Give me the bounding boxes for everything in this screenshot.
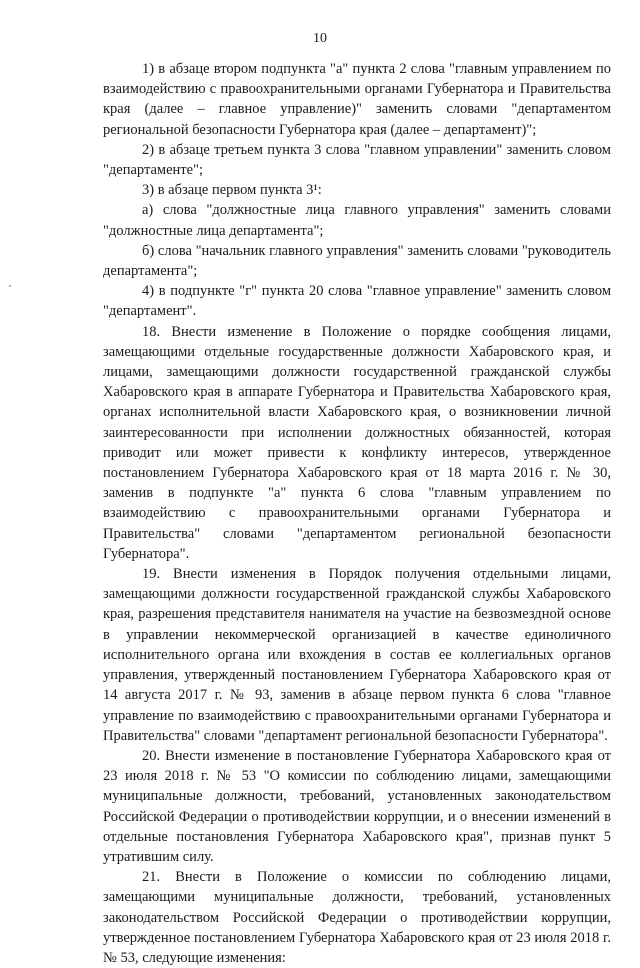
paragraph-item-3a: а) слова "должностные лица главного управления" заменить словами "должностные лица департамента"; bbox=[103, 202, 611, 239]
page-number: 10 bbox=[313, 31, 327, 46]
document-body bbox=[103, 59, 611, 968]
margin-dot bbox=[9, 285, 11, 287]
paragraph-section-21: 21. Внести в Положение о комиссии по соблюдению лицами, замещающими муниципальные должности, требований, установленных законодательством Российской Федерации о противодействии коррупции, утвержденное постановлением Губернатора Хабаровского края от 23 июля 2018 г. № 53, следующие изменения: bbox=[103, 869, 611, 966]
paragraph-item-3: 3) в абзаце первом пункта 3¹: bbox=[142, 182, 322, 199]
paragraph-item-1: 1) в абзаце втором подпункта "а" пункта 2 слова "главным управлением по взаимодействию с правоохранительными органами Губернатора и Правительства края (далее – главное управление)" заменить словами "департаментом региональной безопасности Губернатора края (далее – департамент)"; bbox=[103, 61, 611, 138]
paragraph-item-2: 2) в абзаце третьем пункта 3 слова "главном управлении" заменить словом "департаменте"; bbox=[103, 141, 611, 179]
paragraph-section-18: 18. Внести изменение в Положение о порядке сообщения лицами, замещающими отдельные государственные должности Хабаровского края, и лицами, замещающими должности государственной гражданской службы Хабаровского края в аппарате Губернатора и Правительства Хабаровского края, органах исполнительной власти Хабаровского края, о возникновении личной заинтересованности при исполнении должностных обязанностей, которая приводит или может привести к конфликту интересов, утвержденное постановлением Губернатора Хабаровского края от 18 марта 2016 г. № 30, заменив в подпункте "а" пункта 6 слова "главным управлением по взаимодействию с правоохранительными органами Губернатора и Правительства" словами "департаментом региональной безопасности Губернатора". bbox=[103, 323, 611, 562]
paragraph-item-4: 4) в подпункте "г" пункта 20 слова "главное управление" заменить словом "департамент". bbox=[103, 283, 611, 320]
paragraph-item-3b: б) слова "начальник главного управления" заменить словами "руководитель департамента"; bbox=[103, 242, 611, 280]
paragraph-section-20: 20. Внести изменение в постановление Губернатора Хабаровского края от 23 июля 2018 г. № 53 "О комиссии по соблюдению лицами, замещающими муниципальные должности, требований, установленных законодательством Российской Федерации о противодействии коррупции, и о внесении изменений в отдельные постановления Губернатора Хабаровского края", признав пункт 5 утратившим силу. bbox=[103, 747, 611, 865]
paragraph-section-19: 19. Внести изменения в Порядок получения отдельными лицами, замещающими должности государственной гражданской службы Хабаровского края, разрешения представителя нанимателя на участие на безвозмездной основе в управлении некоммерческой организацией в качестве единоличного исполнительного органа или вхождения в состав ее коллегиальных органов управления, утвержденный постановлением Губернатора Хабаровского края от 14 августа 2017 г. № 93, заменив в абзаце первом пункта 6 слова "главное управление по взаимодействию с правоохранительными органами Губернатора и Правительства" словами "департамент региональной безопасности Губернатора". bbox=[103, 566, 611, 744]
